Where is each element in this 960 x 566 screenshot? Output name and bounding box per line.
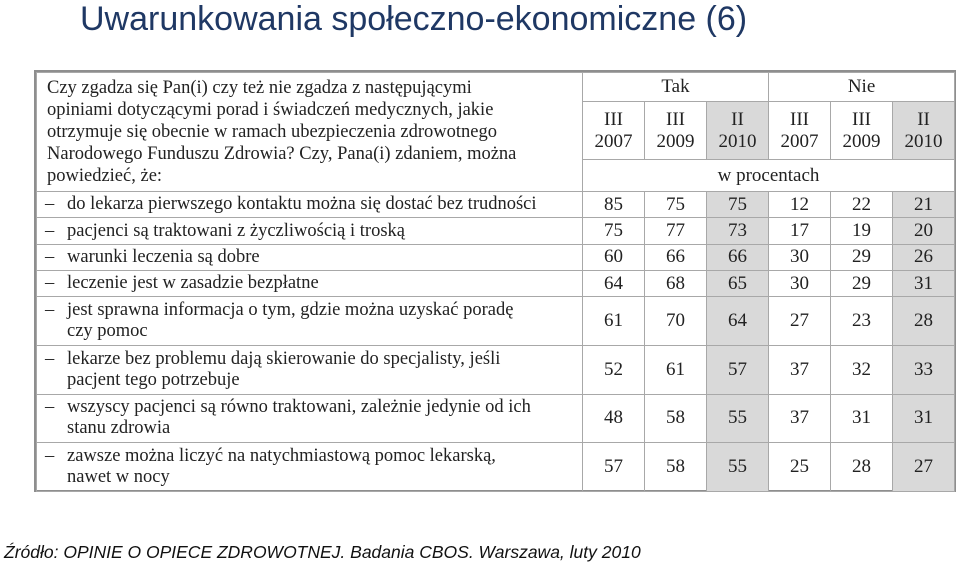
value-cell: 26	[893, 244, 955, 270]
row-label	[37, 394, 583, 443]
row-label	[37, 244, 583, 270]
row-label	[37, 271, 583, 297]
value-cell: 68	[645, 271, 707, 297]
year-header-month: II	[917, 108, 930, 130]
year-header-month: III	[666, 108, 685, 130]
value-cell: 55	[707, 394, 769, 443]
table-row	[37, 271, 955, 297]
year-header-year: 2007	[594, 130, 633, 152]
row-label-line: czy pomoc	[67, 321, 148, 342]
year-header-month: III	[604, 108, 623, 130]
row-label	[37, 218, 583, 244]
slide-title: Uwarunkowania społeczno-ekonomiczne (6)	[80, 0, 748, 38]
value-cell: 27	[769, 297, 831, 346]
dash-bullet: –	[45, 348, 55, 369]
value-cell: 61	[645, 346, 707, 395]
row-label-line: lekarze bez problemu dają skierowanie do specjalisty, jeśli	[67, 348, 501, 369]
row-label	[37, 346, 583, 395]
value-cell: 75	[707, 192, 769, 218]
row-label-line: nawet w nocy	[67, 467, 170, 488]
year-header-year: 2010	[904, 130, 943, 152]
year-header	[831, 102, 893, 160]
question-header	[37, 73, 583, 192]
group-header-no: Nie	[769, 73, 955, 102]
year-header-year: 2009	[656, 130, 695, 152]
year-header-year: 2009	[842, 130, 881, 152]
value-cell: 12	[769, 192, 831, 218]
row-label-line: wszyscy pacjenci są równo traktowani, zależnie jedynie od ich	[67, 397, 531, 418]
value-cell: 85	[583, 192, 645, 218]
table-row	[37, 443, 955, 492]
row-label	[37, 192, 583, 218]
row-label-line: do lekarza pierwszego kontaktu można się dostać bez trudności	[67, 194, 537, 215]
dash-bullet: –	[45, 300, 55, 321]
value-cell: 65	[707, 271, 769, 297]
row-label-line: pacjenci są traktowani z życzliwością i troską	[67, 220, 405, 241]
year-header	[893, 102, 955, 160]
table-row	[37, 297, 955, 346]
year-header-year: 2007	[780, 130, 819, 152]
value-cell: 31	[893, 271, 955, 297]
survey-table	[34, 70, 956, 492]
question-line: powiedzieć, że:	[47, 166, 163, 186]
unit-label: w procentach	[583, 160, 955, 192]
value-cell: 75	[645, 192, 707, 218]
value-cell: 23	[831, 297, 893, 346]
value-cell: 30	[769, 271, 831, 297]
row-label-line: stanu zdrowia	[67, 418, 171, 439]
row-label-line: jest sprawna informacja o tym, gdzie można uzyskać poradę	[67, 300, 514, 321]
value-cell: 60	[583, 244, 645, 270]
value-cell: 27	[893, 443, 955, 492]
dash-bullet: –	[45, 194, 55, 215]
value-cell: 20	[893, 218, 955, 244]
dash-bullet: –	[45, 273, 55, 294]
row-label-line: zawsze można liczyć na natychmiastową pomoc lekarską,	[67, 446, 496, 467]
value-cell: 31	[831, 394, 893, 443]
table-row	[37, 218, 955, 244]
value-cell: 29	[831, 244, 893, 270]
value-cell: 17	[769, 218, 831, 244]
year-header-month: II	[731, 108, 744, 130]
value-cell: 52	[583, 346, 645, 395]
row-label-line: warunki leczenia są dobre	[67, 246, 260, 267]
question-line: otrzymuje się obecnie w ramach ubezpieczenia zdrowotnego	[47, 122, 497, 142]
question-line: Narodowego Funduszu Zdrowia? Czy, Pana(i) zdaniem, można	[47, 144, 517, 164]
dash-bullet: –	[45, 220, 55, 241]
table-row	[37, 394, 955, 443]
value-cell: 48	[583, 394, 645, 443]
year-header	[583, 102, 645, 160]
row-label	[37, 297, 583, 346]
value-cell: 28	[831, 443, 893, 492]
value-cell: 73	[707, 218, 769, 244]
value-cell: 30	[769, 244, 831, 270]
value-cell: 22	[831, 192, 893, 218]
survey-table-grid	[36, 72, 955, 492]
value-cell: 25	[769, 443, 831, 492]
value-cell: 28	[893, 297, 955, 346]
value-cell: 37	[769, 394, 831, 443]
value-cell: 77	[645, 218, 707, 244]
value-cell: 61	[583, 297, 645, 346]
row-label-line: leczenie jest w zasadzie bezpłatne	[67, 273, 319, 294]
table-row	[37, 244, 955, 270]
row-label-line: pacjent tego potrzebuje	[67, 369, 240, 390]
group-header-yes: Tak	[583, 73, 769, 102]
value-cell: 31	[893, 394, 955, 443]
value-cell: 19	[831, 218, 893, 244]
value-cell: 21	[893, 192, 955, 218]
value-cell: 70	[645, 297, 707, 346]
value-cell: 57	[583, 443, 645, 492]
year-header-month: III	[852, 108, 871, 130]
dash-bullet: –	[45, 246, 55, 267]
value-cell: 37	[769, 346, 831, 395]
table-row	[37, 346, 955, 395]
dash-bullet: –	[45, 446, 55, 467]
value-cell: 64	[707, 297, 769, 346]
row-label	[37, 443, 583, 492]
value-cell: 58	[645, 394, 707, 443]
dash-bullet: –	[45, 397, 55, 418]
value-cell: 58	[645, 443, 707, 492]
year-header	[645, 102, 707, 160]
year-header	[769, 102, 831, 160]
value-cell: 33	[893, 346, 955, 395]
value-cell: 55	[707, 443, 769, 492]
value-cell: 64	[583, 271, 645, 297]
year-header-year: 2010	[718, 130, 757, 152]
value-cell: 66	[707, 244, 769, 270]
year-header-month: III	[790, 108, 809, 130]
source-note: Źródło: OPINIE O OPIECE ZDROWOTNEJ. Badania CBOS. Warszawa, luty 2010	[4, 542, 641, 562]
value-cell: 75	[583, 218, 645, 244]
value-cell: 32	[831, 346, 893, 395]
question-line: Czy zgadza się Pan(i) czy też nie zgadza z następującymi	[47, 78, 472, 98]
year-header	[707, 102, 769, 160]
value-cell: 29	[831, 271, 893, 297]
table-row	[37, 192, 955, 218]
value-cell: 66	[645, 244, 707, 270]
question-line: opiniami dotyczącymi porad i świadczeń medycznych, jakie	[47, 100, 494, 120]
value-cell: 57	[707, 346, 769, 395]
